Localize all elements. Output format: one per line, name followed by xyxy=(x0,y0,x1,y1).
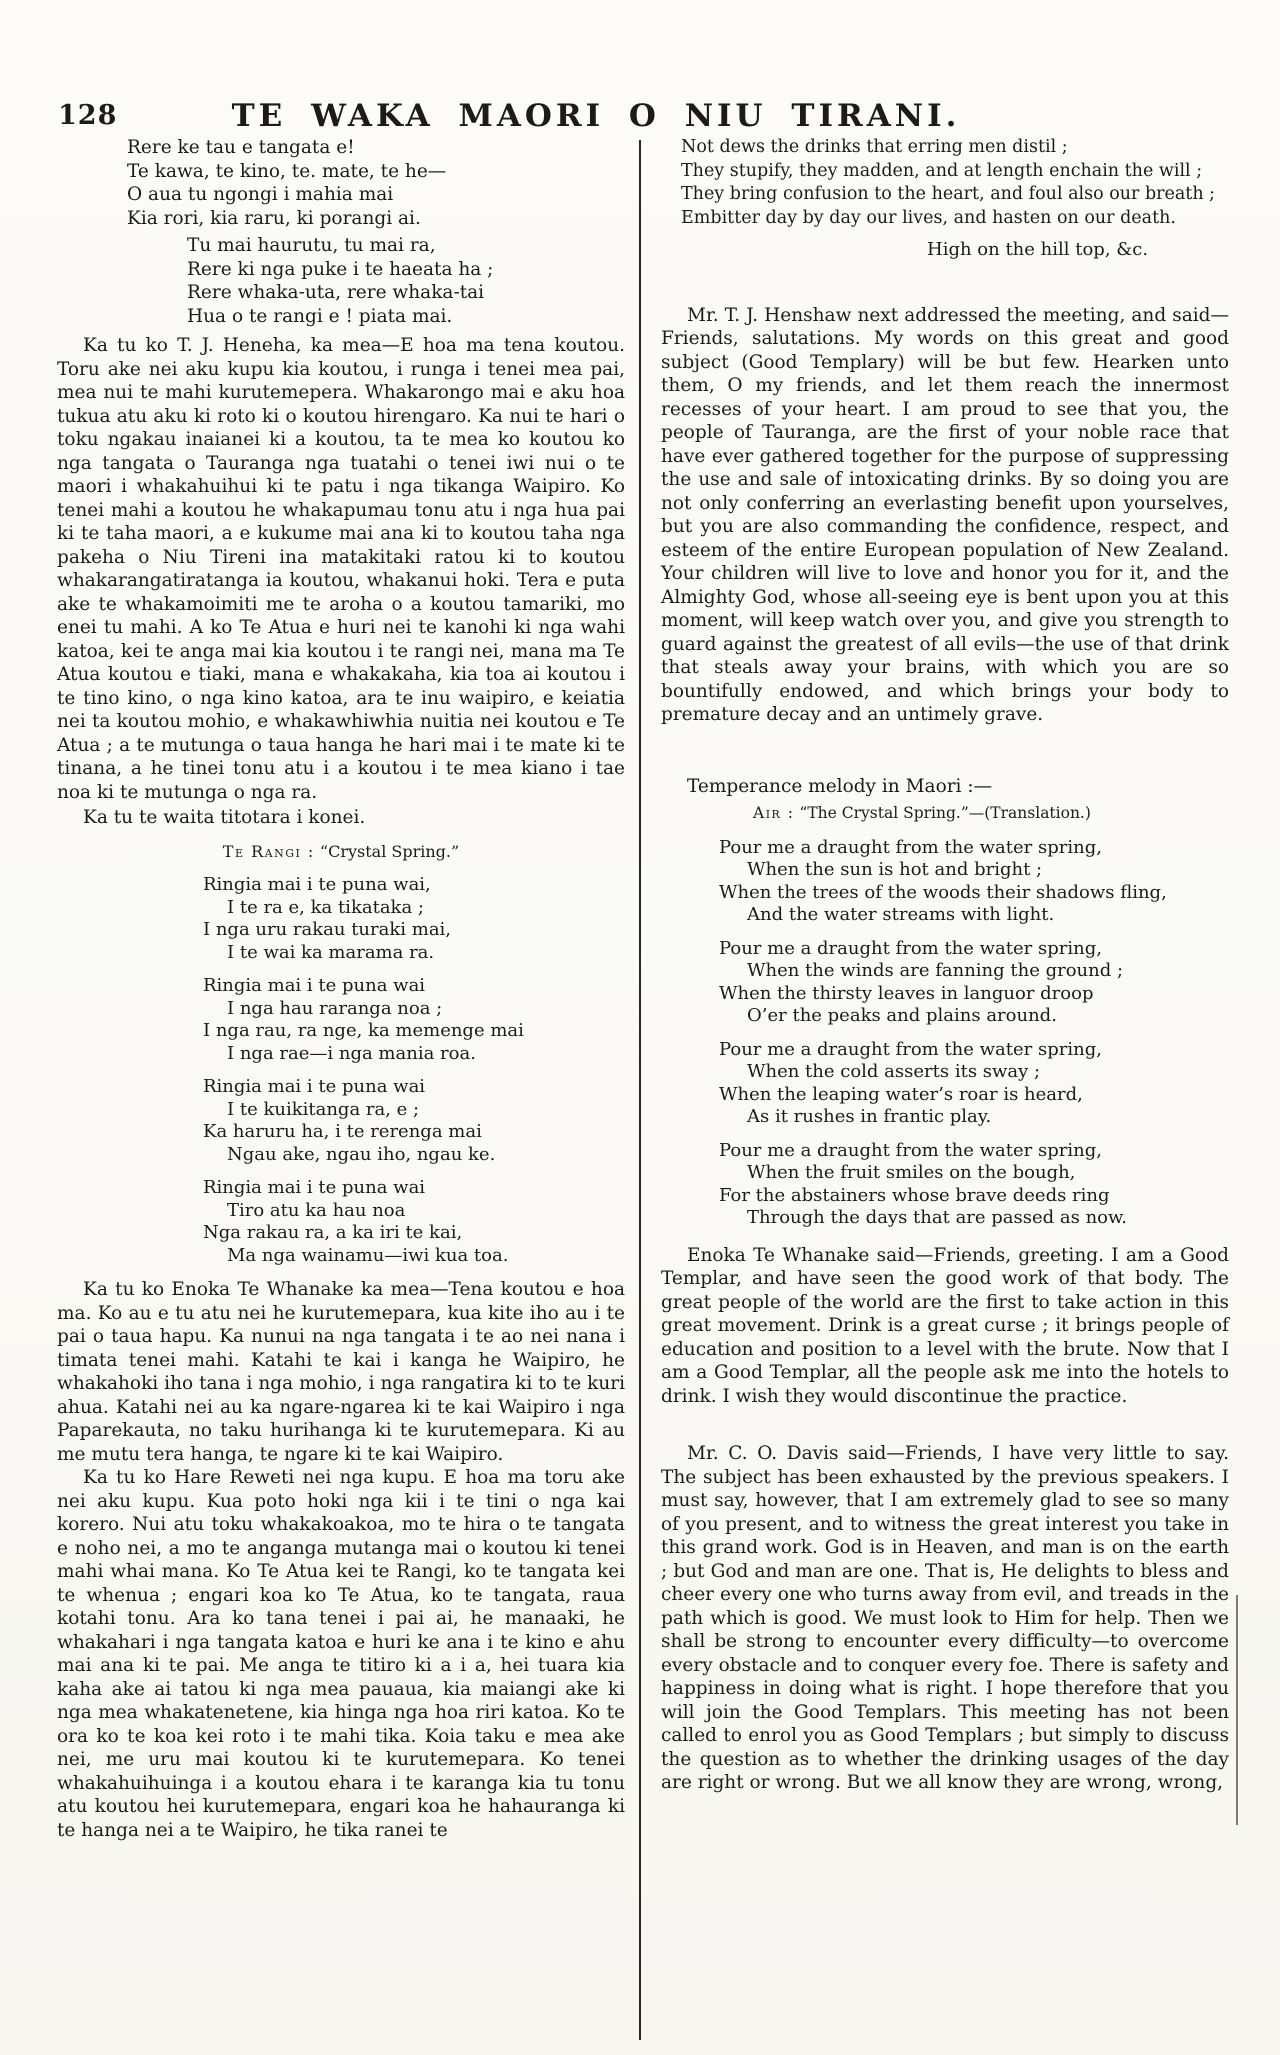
poem-line: O aua tu ngongi i mahia mai xyxy=(127,184,394,205)
english-verse-2 xyxy=(719,938,1229,1028)
verse-line: Pour me a draught from the water spring, xyxy=(719,1038,1102,1060)
air-heading-label: Air : xyxy=(753,804,795,822)
english-verse-1 xyxy=(719,837,1229,927)
left-column-maori xyxy=(57,136,625,1842)
verse-line: Ka haruru ha, i te rerenga mai xyxy=(203,1121,482,1142)
verse-line: Nga rakau ra, a ka iri te kai, xyxy=(203,1222,463,1243)
poem-stanza-maori-2 xyxy=(187,234,625,328)
verse-line: When the cold asserts its sway ; xyxy=(747,1061,1041,1082)
verse-line: Ngau ake, ngau iho, ngau ke. xyxy=(227,1143,496,1165)
poem-line: They bring confusion to the heart, and foul also our breath ; xyxy=(681,184,1216,204)
para-enoka-english: Enoka Te Whanake said—Friends, greeting. I am a Good Templar, and have seen the good work of that body. The great people of the world are the first to take action in this great movement. Drink is a great curse ; it brings people of education and position to a level with the brute. Now that I am a Good Templar, all the people ask me into the hotels to drink. I wish they would discontinue the practice. xyxy=(661,1244,1229,1407)
verse-line: When the fruit smiles on the bough, xyxy=(747,1162,1076,1183)
verse-line: Ma nga wainamu—iwi kua toa. xyxy=(227,1244,509,1266)
air-heading-title: “The Crystal Spring.”—(Translation.) xyxy=(799,804,1091,822)
verse-line: I nga hau raranga noa ; xyxy=(227,997,443,1019)
poem-line: Embitter day by day our lives, and hasten on our death. xyxy=(681,207,1176,228)
verse-line: I nga rau, ra nge, ka memenge mai xyxy=(203,1020,524,1041)
verse-line: I te ra e, ka tikataka ; xyxy=(227,896,424,918)
verse-line: When the sun is hot and bright ; xyxy=(747,859,1043,880)
poem-line: Rere whaka-uta, rere whaka-tai xyxy=(187,282,485,303)
right-column-english xyxy=(661,136,1229,1842)
english-verse-4 xyxy=(719,1140,1229,1230)
verse-line: Ringia mai i te puna wai xyxy=(203,975,426,996)
verse-line: When the winds are fanning the ground ; xyxy=(747,960,1124,981)
verse-line: Pour me a draught from the water spring, xyxy=(719,1139,1102,1161)
para-davis-speech: Mr. C. O. Davis said—Friends, I have very little to say. The subject has been exhausted by the previous speakers. I must say, however, that I am extremely glad to see so many of you present, and to witness the great interest you take in this grand work. God is in Heaven, and man is on the earth ; but God and man are one. That is, He delights to bless and cheer every one who turns away from evil, and treads in the path which is good. We must look to Him for help. Then we shall be strong to encounter every difficulty—to overcome every obstacle and to conquer every foe. There is safety and happiness in doing what is right. I hope therefore that you will join the Good Templars. This meeting has not been called to enrol you as Good Templars ; but simply to discuss the question as to whether the drinking usages of the day are right or wrong. But we all know they are wrong, wrong, xyxy=(661,1443,1229,1793)
verse-line: I nga uru rakau turaki mai, xyxy=(203,919,452,940)
verse-line: As it rushes in frantic play. xyxy=(747,1106,992,1127)
poem-line: Not dews the drinks that erring men distil ; xyxy=(681,137,1068,157)
para-melody-lead: Temperance melody in Maori :— xyxy=(687,775,993,797)
para-henshaw-speech: Mr. T. J. Henshaw next addressed the meeting, and said—Friends, salutations. My words on this great and good subject (Good Templary) will be but few. Hearken unto them, O my friends, and let them reach the innermost recesses of your heart. I am proud to see that you, the people of Tauranga, are the first of your noble race that have ever gathered together for the purpose of suppressing the use and sale of intoxicating drinks. By so doing you are not only conferring an everlasting benefit upon yourselves, but you are also commanding the confidence, respect, and esteem of the entire European population of New Zealand. Your children will live to love and honor you for it, and the Almighty God, whose all-seeing eye is bent upon you at this moment, will keep watch over you, and give you strength to guard against the greatest of all evils—the use of that drink that steals away your brains, with which you are so bountifully endowed, and which brings your body to premature decay and an untimely grave. xyxy=(661,304,1229,725)
verse-line: I te wai ka marama ra. xyxy=(227,941,435,963)
verse-line: Ringia mai i te puna wai xyxy=(203,1177,426,1198)
verse-line: And the water streams with light. xyxy=(747,904,1055,925)
air-heading xyxy=(753,802,1229,826)
verse-line: I nga rae—i nga mania roa. xyxy=(227,1042,476,1064)
poem-stanza-maori-1 xyxy=(127,136,625,230)
verse-line: For the abstainers whose brave deeds ring xyxy=(719,1184,1110,1206)
verse-line: I te kuikitanga ra, e ; xyxy=(227,1098,420,1120)
poem-line: Hua o te rangi e ! piata mai. xyxy=(187,305,453,327)
maori-verse-1 xyxy=(203,874,625,964)
verse-line: Ringia mai i te puna wai, xyxy=(203,874,431,895)
verse-line: Ringia mai i te puna wai xyxy=(203,1076,426,1097)
song-heading-label: Te Rangi : xyxy=(222,841,315,861)
para-waiata-intro: Ka tu te waita titotara i konei. xyxy=(83,807,366,828)
poem-line: Rere ke tau e tangata e! xyxy=(127,137,355,158)
maori-verse-3 xyxy=(203,1076,625,1166)
poem-line: Kia rori, kia raru, ki porangi ai. xyxy=(127,207,421,229)
verse-line: Pour me a draught from the water spring, xyxy=(719,836,1102,858)
verse-line: When the leaping water’s roar is heard, xyxy=(719,1083,1083,1105)
poem-line: Tu mai haurutu, tu mai ra, xyxy=(187,235,436,256)
verse-line: Through the days that are passed as now. xyxy=(747,1207,1128,1228)
poem-refrain-line: High on the hill top, &c. xyxy=(927,239,1149,260)
poem-line: They stupify, they madden, and at length enchain the will ; xyxy=(681,160,1203,181)
song-heading-title: “Crystal Spring.” xyxy=(319,841,460,861)
maori-verse-4 xyxy=(203,1177,625,1267)
poem-line: Rere ki nga puke i te haeata ha ; xyxy=(187,258,494,280)
para-enoka-speech: Ka tu ko Enoka Te Whanake ka mea—Tena koutou e hoa ma. Ko au e tu atu nei he kurutemepara, kua kite iho au i te pai o taua hapu. Ka nunui na nga tangata i te ao nei nana i timata tenei mahi. Katahi te kai i kanga he Waipiro, he whakahoki iho tana i nga mohio, i nga rangatira ki to te kuri ahua. Katahi nei au ka ngare-ngarea ki te kai Waipiro i nga Paparekauta, no taku hurihanga ki te kurutemepara. Ki au me mutu tera hanga, te ngare ki te kai Waipiro. xyxy=(57,1279,625,1465)
page-number: 128 xyxy=(58,100,118,131)
verse-line: Tiro atu ka hau noa xyxy=(227,1199,406,1221)
poem-stanza-english xyxy=(681,136,1229,230)
verse-line: When the thirsty leaves in languor droop xyxy=(719,982,1094,1004)
masthead-title: TE WAKA MAORI O NIU TIRANI. xyxy=(231,98,961,134)
song-heading xyxy=(57,840,625,864)
verse-line: O’er the peaks and plains around. xyxy=(747,1005,1057,1026)
two-column-body xyxy=(57,136,1229,1842)
para-reweti-speech: Ka tu ko Hare Reweti nei nga kupu. E hoa ma toru ake nei aku kupu. Kua poto hoki nga kii i te tini o nga kai korero. Nui atu toku whakakoakoa, mo te hira o te tangata e noho nei, a mo te anganga mutanga mai o koutou ki tenei mahi whai mana. Ko Te Atua kei te Rangi, ko te tangata kei te whenua ; engari koa ko Te Atua, ko te tangata, raua kotahi tonu. Ara ko tana tenei i pai ai, he manaaki, he whakahari i nga tangata katoa e huri ke ana i te kino e ahu mai ana ki te pai. Me anga te titiro ki a i a, hei tuara kia kaha ake ai tatou ki nga mea pauaua, kia maiangi ake ki nga mea whakatenetene, kia hinga nga hoa riri katoa. Ko te ora ko te koa kei roto i te mahi tika. Koia taku e mea ake nei, me uru mai koutou ki te kurutemepara. Ko tenei whakahuihuinga i a koutou ehara i te karanga kia tu tonu atu koutou hei kurutemepara, engari koa he hahauranga ki te hanga nei a te Waipiro, he tika ranei te xyxy=(57,1467,625,1841)
maori-verse-2 xyxy=(203,975,625,1065)
english-verse-3 xyxy=(719,1039,1229,1129)
page-edge-artifact xyxy=(1236,1595,1238,1825)
verse-line: When the trees of the woods their shadows fling, xyxy=(719,881,1167,903)
poem-line: Te kawa, te kino, te. mate, te he— xyxy=(127,160,447,182)
verse-line: Pour me a draught from the water spring, xyxy=(719,937,1102,959)
para-heneha-speech: Ka tu ko T. J. Heneha, ka mea—E hoa ma tena koutou. Toru ake nei aku kupu kia koutou, i runga i tenei mea pai, mea nui te mahi kurutemepera. Whakarongo mai e aku hoa tukua atu aku ki roto ki o koutou hirengaro. Ka nui te hari o toku ngakau inaianei ki a koutou, ta te mea ko koutou ko nga tangata o Tauranga nga tuatahi o tenei iwi nui o te maori i whakahuihui ki te patu i nga tikanga Waipiro. Ko tenei mahi a koutou he whakapumau tonu atu i nga hua pai ki te taha maori, a e kukume mai ana ki to koutou taha nga pakeha o Niu Tireni ina matakitaki ratou ki to koutou whakarangatiratanga ia koutou, whakanui hoki. Tera e puta ake te whakamoimiti me te aroha o a koutou tamariki, mo enei tu mahi. A ko Te Atua e huri nei te kanohi ki nga wahi katoa, kei te anga mai kia koutou i te rangi nei, mana ma Te Atua koutou e tiaki, mana e whakakaha, kia toa ai koutou i te tino kino, o nga kino katoa, ara te inu waipiro, e keiatia nei ta koutou mohio, e whakawhiwhia nuitia nei koutou e Te Atua ; a te mutunga o taua hanga he hari mai i te mate ki te tinana, a he tinei tonu atu i a koutou i te mea kiano i tae noa ki te mutunga o nga ra. xyxy=(57,335,625,803)
